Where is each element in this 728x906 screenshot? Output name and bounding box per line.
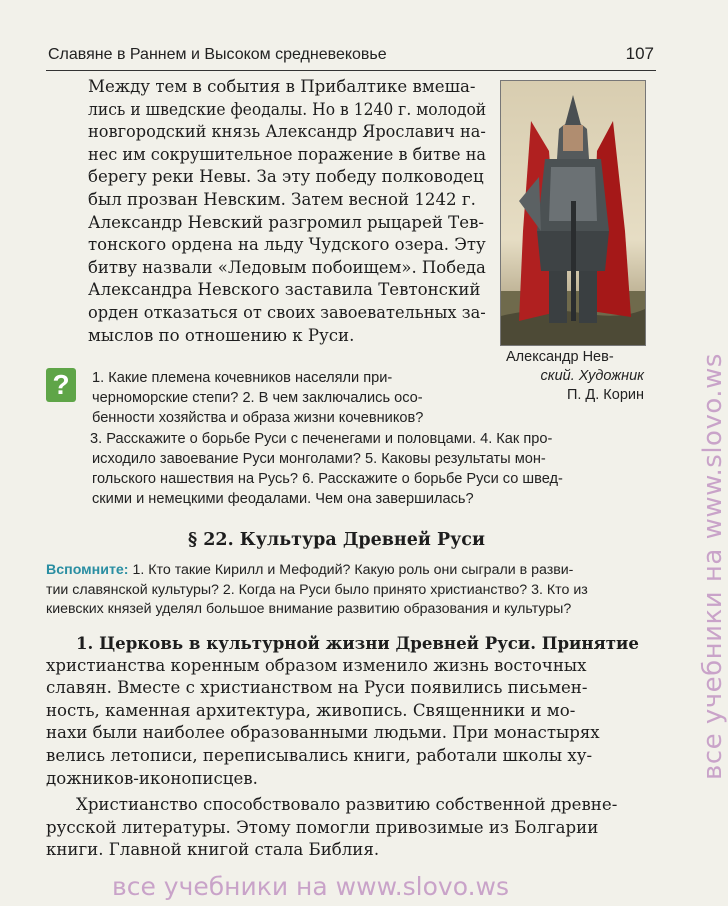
intro-paragraph bbox=[88, 76, 486, 347]
page-number: 107 bbox=[625, 44, 654, 63]
text-line: берегу реки Невы. За эту победу полководец bbox=[88, 167, 484, 187]
recall-line: тии славянской культуры? 2. Когда на Руси было принято христианство? 3. Кто из bbox=[46, 581, 588, 598]
text-line: ность, каменная архитектура, живопись. Священники и мо- bbox=[46, 700, 576, 720]
text-line: книги. Главной книгой стала Библия. bbox=[46, 840, 380, 860]
text-line: был прозван Невским. Затем весной 1242 г. bbox=[88, 189, 476, 209]
text-line: Между тем в события в Прибалтике вмеша- bbox=[88, 77, 476, 96]
text-line: лись и шведские феодалы. Но в 1240 г. молодой bbox=[88, 99, 487, 119]
alexander-nevsky-painting bbox=[501, 81, 645, 345]
text-line: Александр Невский разгромил рыцарей Тев- bbox=[88, 212, 485, 232]
watermark-vertical bbox=[670, 140, 728, 800]
question-glyph: ? bbox=[52, 369, 70, 400]
text-line: битву назвали «Ледовым побоищем». Победа bbox=[88, 257, 486, 277]
question-line: черноморские степи? 2. В чем заключались осо- bbox=[92, 390, 423, 407]
recall-line: киевских князей уделял большое внимание развитию образования и культуры? bbox=[46, 601, 572, 618]
review-questions bbox=[92, 368, 612, 509]
text-line: новгородский князь Александр Ярославич на- bbox=[88, 122, 486, 142]
body-paragraph-2 bbox=[46, 794, 658, 862]
text-line: славян. Вместе с христианством на Руси появились письмен- bbox=[46, 678, 588, 698]
caption-artist: ский. Художник bbox=[540, 368, 644, 384]
question-line: гольского нашествия на Русь? 6. Расскажите о борьбе Руси со швед- bbox=[92, 471, 563, 488]
section-title: § 22. Культура Древней Руси bbox=[188, 530, 485, 550]
running-header bbox=[46, 44, 656, 71]
portrait-image bbox=[500, 80, 646, 346]
recall-label: Вспомните: bbox=[46, 562, 129, 578]
question-mark-icon bbox=[46, 368, 76, 402]
caption-line: П. Д. Корин bbox=[566, 387, 644, 403]
text-line: русской литературы. Этому помогли привозимые из Болгарии bbox=[46, 817, 599, 837]
text-line: орден отказаться от своих завоевательных за- bbox=[88, 302, 486, 322]
question-line: бенности хозяйства и образа жизни кочевников? bbox=[92, 410, 424, 427]
text-line: тонского ордена на льду Чудского озера. Эту bbox=[88, 235, 486, 255]
question-line: 3. Расскажите о борьбе Руси с печенегами и половцами. 4. Как про- bbox=[90, 430, 553, 447]
text-line: Александра Невского заставила Тевтонский bbox=[88, 280, 481, 300]
text-line: нахи были наиболее образованными людьми. При монастырях bbox=[46, 723, 600, 743]
text-line: нес им сокрушительное поражение в битве на bbox=[88, 144, 487, 164]
watermark-bottom: все учебники на www.slovo.ws bbox=[112, 872, 509, 901]
text-line: христианства коренным образом изменило жизнь восточных bbox=[46, 655, 587, 675]
body-paragraph-1 bbox=[46, 632, 658, 790]
text-line: мыслов по отношению к Руси. bbox=[88, 325, 355, 345]
subsection-heading-line: 1. Церковь в культурной жизни Древней Руси. Принятие bbox=[76, 633, 639, 653]
recall-box bbox=[46, 561, 656, 620]
text-line: велись летописи, переписывались книги, работали школы ху- bbox=[46, 745, 593, 765]
question-line: исходило завоевание Руси монголами? 5. Каковы результаты мон- bbox=[92, 450, 546, 467]
watermark-text: все учебники на www.slovo.ws bbox=[698, 353, 728, 780]
text-line: дожников-иконописцев. bbox=[46, 768, 258, 788]
recall-line: 1. Кто такие Кирилл и Мефодий? Какую роль они сыграли в разви- bbox=[128, 562, 574, 578]
chapter-title: Славяне в Раннем и Высоком средневековье bbox=[48, 46, 387, 63]
text-line: Христианство способствовало развитию собственной древне- bbox=[76, 795, 618, 814]
question-line: скими и немецкими феодалами. Чем она завершилась? bbox=[92, 491, 474, 508]
question-line: 1. Какие племена кочевников населяли при- bbox=[92, 370, 393, 386]
caption-line: Александр Нев- bbox=[506, 349, 614, 365]
